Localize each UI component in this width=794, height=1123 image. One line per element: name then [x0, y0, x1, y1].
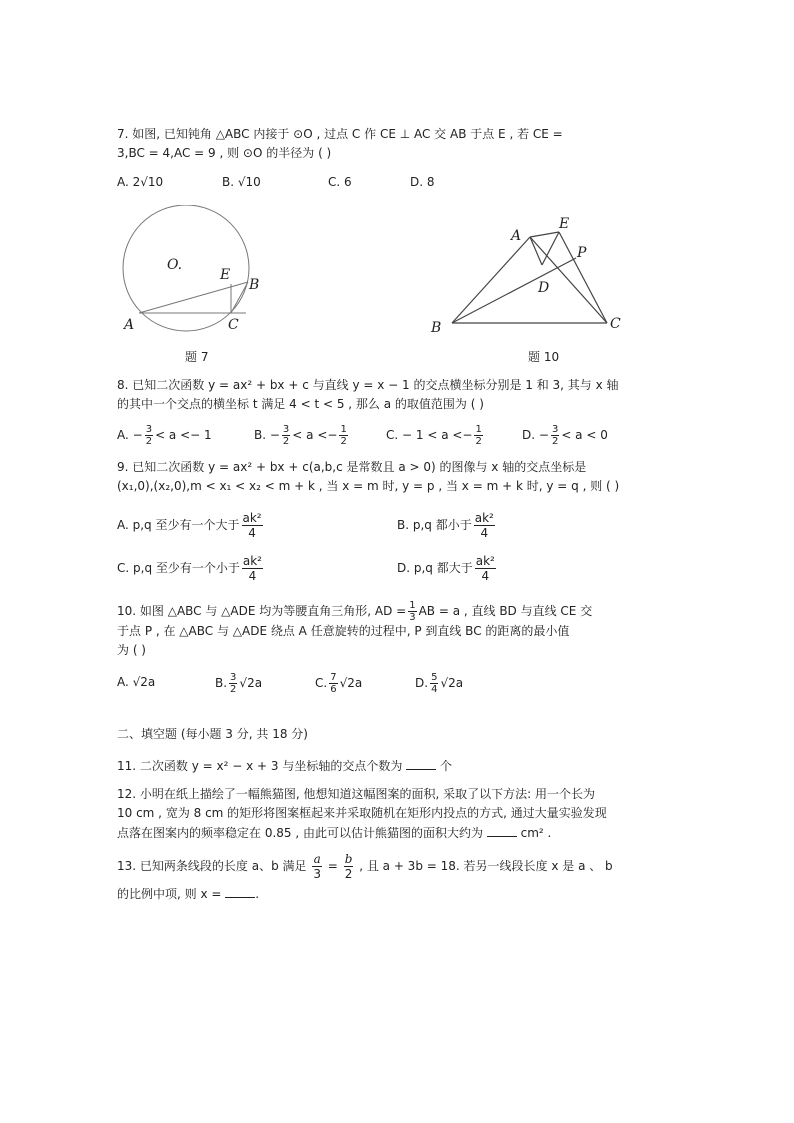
q10-option-a: A. √2a — [117, 675, 156, 689]
q9-option-b: B. p,q 都小于 $\frac{\text{ak²}}{4}$ — [397, 511, 494, 540]
q9-line2: (x₁,0),(x₂,0),m < x₁ < x₂ < m + k , 当 x = m 时, y = p , 当 x = m + k 时, y = q , 则 ( ) — [117, 479, 620, 493]
q10-option-b: B. $\frac{3}{2}$ √2a — [215, 672, 263, 695]
q12-line2: 10 cm , 宽为 8 cm 的矩形将图案框起来并采取随机在矩形内投点的方式, 通过大量实验发现 — [117, 806, 607, 820]
segment-ae — [530, 232, 559, 237]
segment-ab — [139, 282, 248, 313]
q7-option-c: C. 6 — [328, 175, 352, 189]
q7-option-b: B. √10 — [222, 175, 261, 189]
q8-option-d: D. − $\frac{3}{2}$ < a < 0 — [522, 424, 608, 447]
segment-ba — [452, 237, 530, 323]
q8-line2: 的其中一个交点的横坐标 t 满足 4 < t < 5 , 那么 a 的取值范围为 ( ) — [117, 397, 484, 411]
segment-bp — [452, 258, 576, 323]
q10-line3: 为 ( ) — [117, 643, 146, 657]
q7-line1: 7. 如图, 已知钝角 △ABC 内接于 ⊙O , 过点 C 作 CE ⊥ AC 交 AB 于点 E , 若 CE = — [117, 127, 563, 141]
q12-line3: 点落在图案内的频率稳定在 0.85 , 由此可以估计熊猫图的面积大约为 cm² . — [117, 826, 552, 840]
q10-option-c: C. $\frac{7}{6}$ √2a — [315, 672, 363, 695]
q7-option-d: D. 8 — [410, 175, 435, 189]
label-e: E — [559, 216, 570, 232]
segment-ad — [530, 237, 542, 265]
label-c: C — [610, 316, 621, 332]
label-c: C — [228, 317, 239, 333]
q11-line: 11. 二次函数 y = x² − x + 3 与坐标轴的交点个数为 个 — [117, 759, 453, 773]
q8-option-b: B. − $\frac{3}{2}$ < a <− $\frac{1}{2}$ — [254, 424, 347, 447]
label-e: E — [220, 267, 231, 283]
caption-fig10: 题 10 — [528, 350, 560, 364]
label-b: B — [249, 277, 260, 293]
q9-option-d: D. p,q 都大于 $\frac{\text{ak²}}{4}$ — [397, 554, 495, 583]
q8-option-c: C. − 1 < a <− $\frac{1}{2}$ — [386, 424, 482, 447]
q13-blank[interactable] — [225, 885, 255, 898]
q7-line2: 3,BC = 4,AC = 9 , 则 ⊙O 的半径为 ( ) — [117, 146, 332, 160]
q13-line2: 的比例中项, 则 x = . — [117, 887, 260, 901]
segment-cb — [231, 282, 248, 313]
q7-option-a: A. 2√10 — [117, 175, 164, 189]
label-o: O. — [167, 257, 183, 273]
figure-7 — [110, 205, 270, 340]
label-a: A — [124, 317, 135, 333]
q10-option-d: D. $\frac{5}{4}$ √2a — [415, 672, 464, 695]
q9-option-a: A. p,q 至少有一个大于 $\frac{\text{ak²}}{4}$ — [117, 511, 262, 540]
figure-10 — [425, 210, 630, 335]
label-b: B — [431, 320, 442, 335]
q9-line1: 9. 已知二次函数 y = ax² + bx + c(a,b,c 是常数且 a > 0) 的图像与 x 轴的交点坐标是 — [117, 460, 587, 474]
label-a: A — [511, 228, 522, 244]
q8-option-a: A. − $\frac{3}{2}$ < a <− 1 — [117, 424, 212, 447]
q10-line2: 于点 P , 在 △ABC 与 △ADE 绕点 A 任意旋转的过程中, P 到直线 BC 的距离的最小值 — [117, 624, 570, 638]
caption-fig7: 题 7 — [185, 350, 209, 364]
label-p: P — [577, 245, 587, 261]
q11-blank[interactable] — [406, 757, 436, 770]
section2-heading: 二、填空题 (每小题 3 分, 共 18 分) — [117, 727, 308, 741]
q13-line1: 13. 已知两条线段的长度 a、b 满足 $\frac{a}{3}$ = $\frac{b}{2}$ , 且 a + 3b = 18. 若另一线段长度 x 是 a 、 b — [117, 852, 613, 881]
q8-line1: 8. 已知二次函数 y = ax² + bx + c 与直线 y = x − 1 的交点横坐标分别是 1 和 3, 其与 x 轴 — [117, 378, 619, 392]
q10-line1: 10. 如图 △ABC 与 △ADE 均为等腰直角三角形, AD = $\frac{1}{3}$ AB = a , 直线 BD 与直线 CE 交 — [117, 600, 593, 623]
label-d: D — [538, 280, 550, 296]
q12-blank[interactable] — [487, 824, 517, 837]
q12-line1: 12. 小明在纸上描绘了一幅熊猫图, 他想知道这幅图案的面积, 采取了以下方法: 用一个长为 — [117, 787, 596, 801]
q9-option-c: C. p,q 至少有一个小于 $\frac{\text{ak²}}{4}$ — [117, 554, 262, 583]
